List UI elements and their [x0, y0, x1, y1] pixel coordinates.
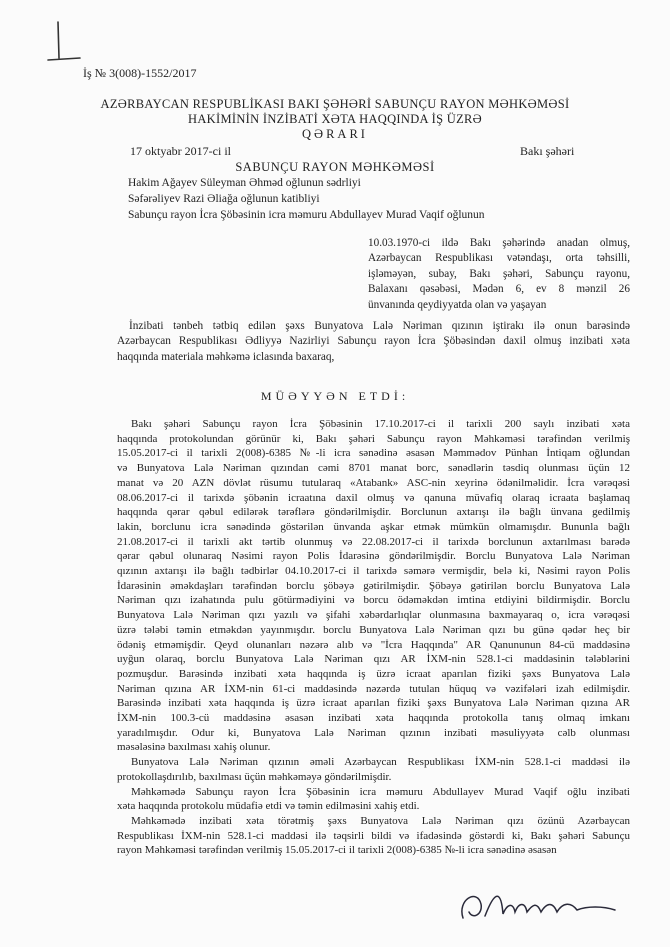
- body-line: protokollaşdırılıb, baxılması üçün məhkəməyə göndərilmişdir.: [117, 770, 392, 783]
- bio-line: işləməyən, subay, Bakı şəhəri, Sabunçu rayonu,: [368, 267, 630, 280]
- body-line: Məhkəmədə inzibati xəta törətmiş şəxs Bunyatova Lalə Nəriman qızı özünü Azərbaycan: [131, 814, 630, 827]
- bio-line: 10.03.1970-ci ildə Bakı şəhərində anadan olmuş,: [368, 237, 630, 249]
- case-number: İş № 3(008)-1552/2017: [83, 66, 197, 80]
- staff-line: Hakim Ağayev Süleyman Əhməd oğlunun sədrliyi: [128, 177, 361, 189]
- body-line: Bunyatova Lalə Nəriman qızı yazılı və şifahi xəbərdarlıqlar olunmasına baxmayaraq o, icra vərəqəsi: [117, 609, 630, 622]
- body-line: manat və 20 AZN dövlət rüsumu tutularaq «Atabank» ASC-nin xeyrinə ödənilməlidir. İcra vərəqəsi: [117, 476, 630, 489]
- decision-city: Bakı şəhəri: [520, 144, 575, 158]
- body-line: yaradılmışdır. Odur ki, Bunyatova Lalə Nəriman qızının inzibati məsuliyyətə cəlb olunması: [117, 726, 630, 739]
- intro-line: İnzibati tənbeh tətbiq edilən şəxs Bunyatova Lalə Nəriman qızının iştirakı ilə onun barəsində: [129, 320, 630, 332]
- body-line: Bakı şəhəri Sabunçu rayon İcra Şöbəsinin 17.10.2017-ci il tarixli 200 saylı inzibati xəta: [131, 418, 630, 430]
- body-line: 21.08.2017-ci il tarixli akt tərtib olunmuş və 22.08.2017-ci il tarixdə borclunun axtarılması barədə: [117, 535, 630, 548]
- body-line: 15.05.2017-ci il tarixli 2(008)-6385 №-li icra sənədinə əsasən Məmmədov Pünhan İntiqam oğlundan: [117, 447, 630, 460]
- body-text: [117, 417, 630, 858]
- header-line-2: HAKİMİNİN İNZİBATİ XƏTA HAQQINDA İŞ ÜZRƏ: [188, 112, 482, 126]
- body-line: Barəsində inzibati xəta haqqında iş üzrə icraat aparılan fiziki şəxs Bunyatova Lalə Nəriman qızına AR: [117, 697, 630, 710]
- body-line: məsələsinə baxılması xahiş olunur.: [117, 741, 271, 754]
- body-line: Respublikası İXM-nin 528.1-ci maddəsi ilə təqsirli bildi və ifadəsində göstərdi ki, Bakı şəhəri Sabunçu: [117, 829, 630, 842]
- decision-date: 17 oktyabr 2017-ci il: [130, 144, 231, 158]
- body-line: pozmuşdur. Barəsində inzibati xəta haqqında iş üzrə icraat aparılan fiziki şəxs Bunyatova Lalə: [117, 667, 630, 680]
- bio-line: Azərbaycan Respublikası vətəndaşı, orta təhsilli,: [368, 252, 630, 265]
- body-line: İdarəsinin əməkdaşları tərəfindən borclu şöbəyə gətirilmişdir. Şöbəyə gətirilən borclu Bunyatova Lalə: [117, 579, 630, 592]
- intro-line: haqqında materiala məhkəmə iclasında baxaraq,: [117, 350, 335, 363]
- body-line: Bunyatova Lalə Nəriman qızının əməli Azərbaycan Respublikası İXM-nin 528.1-ci maddəsi ilə: [131, 756, 630, 769]
- staff-line: Sabunçu rayon İcra Şöbəsinin icra məmuru Abdullayev Murad Vaqif oğlunun: [128, 209, 485, 221]
- body-line: qızının axtarışı ilə bağlı tədbirlər 04.10.2017-ci il tarixdə səmərə vermişdir, belə ki, Nəsimi rayon Polis: [117, 565, 630, 578]
- section-heading: MÜƏYYƏN ETDİ:: [260, 389, 410, 403]
- body-line: ödəniş etməmişdir. Qeyd olunanları nəzərə alıb və "İcra Haqqında" AR Qanununun 84-cü maddəsinə: [117, 638, 630, 651]
- body-line: Məhkəmədə Sabunçu rayon İcra Şöbəsinin icra məmuru Abdullayev Murad Vaqif oğlu inzibati: [131, 785, 630, 798]
- bio-line: Balaxanı qəsəbəsi, Mədən 6, ev 8 mənzil 26: [368, 283, 630, 296]
- decision-title: QƏRARI: [302, 127, 368, 141]
- bio-line: ünvanında qeydiyyatda olan və yaşayan: [368, 298, 547, 311]
- body-line: rayon Məhkəməsi tərəfindən verilmiş 15.05.2017-ci il tarixli 2(008)-6385 №-li icra sənədinə əsasən: [117, 844, 557, 857]
- body-line: üzrə tələbi təmin etməkdən yayınmışdır. borclu Bunyatova Lalə Nəriman qızı bu günə qədər heç bir: [117, 623, 630, 636]
- signature: [455, 880, 625, 930]
- header-line-1: AZƏRBAYCAN RESPUBLİKASI BAKI ŞƏHƏRİ SABUNÇU RAYON MƏHKƏMƏSİ: [100, 97, 570, 111]
- body-line: Nəriman qızına AR İXM-nin 61-ci maddəsində nəzərdə tutulan hüquq və vəzifələri izah edilmişdir.: [117, 682, 630, 695]
- body-line: uyğun olaraq, borclu Bunyatova Lalə Nəriman qızı AR İXM-nin 528.1-ci maddəsinin tələblərini: [117, 653, 630, 666]
- handwritten-mark: [28, 18, 88, 68]
- court-name: SABUNÇU RAYON MƏHKƏMƏSİ: [235, 160, 435, 174]
- body-line: qərar qəbul olunaraq Nəsimi rayon Polis İdarəsinə göndərilmişdir. Borclu Bunyatova Lalə Nəriman: [117, 550, 630, 563]
- body-line: haqqında protokolundan görünür ki, Bakı şəhəri Sabunçu rayon Məhkəməsi tərəfindən verilmiş: [117, 432, 630, 445]
- body-line: haqqında qərar qəbul edilərək tərəflərə göndərilmişdir. Borclunun axtarışı ilə bağlı ünvana gedilmiş: [117, 506, 630, 519]
- body-line: Nəriman qızı izahatında pulu götürmədiyini və borcu ödəməkdən imtina etdiyini bildirmişdir. Borclu: [117, 594, 630, 607]
- body-line: lakin, borclunu icra sənədində göstərilən ünvanda aşkar etmək mümkün olmamışdır. Bununla bağlı: [117, 520, 630, 533]
- body-line: İXM-nin 100.3-cü maddəsinə əsasən inzibati xəta haqqında protokolla tanış olmaq imkanı: [117, 712, 630, 725]
- intro-paragraph: [117, 319, 630, 365]
- intro-line: Azərbaycan Respublikası Ədliyyə Nazirliyi Sabunçu rayon İcra Şöbəsindən daxil olmuş inzibati xəta: [117, 335, 630, 348]
- body-line: və Bunyatova Lalə Nəriman qızından cəmi 8701 manat borc, sənədlərin təsdiq olunması üçün 12: [117, 462, 630, 475]
- person-bio: [368, 236, 630, 313]
- body-line: 08.06.2017-ci il tarixdə şöbənin icraatına daxil olmuş və qanuna müvafiq olaraq icraata başlamaq: [117, 491, 630, 504]
- body-line: xəta haqqında protokolu müdafiə etdi və təmin edilməsini xahiş etdi.: [117, 800, 420, 813]
- staff-line: Səfərəliyev Razi Əliağa oğlunun katibliyi: [128, 193, 320, 205]
